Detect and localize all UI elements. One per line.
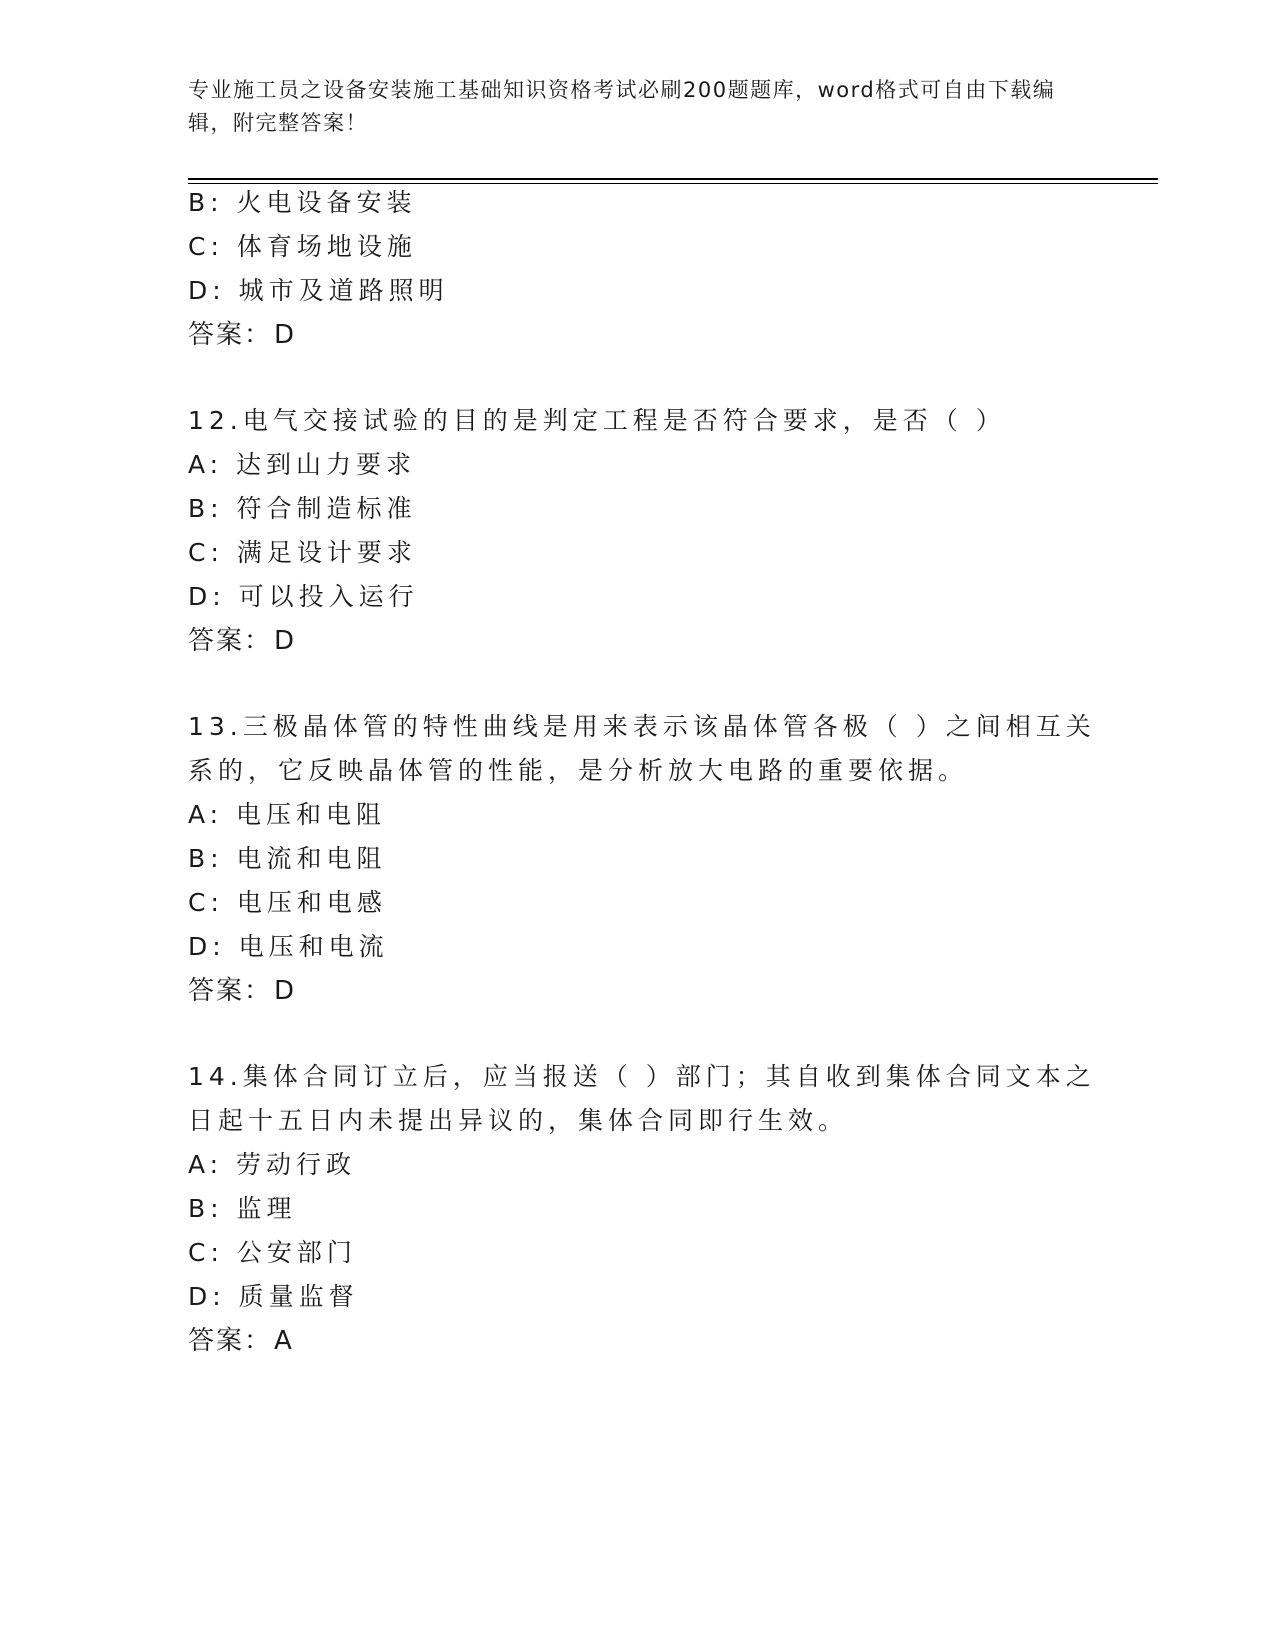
answer-value: A	[274, 1326, 292, 1356]
answer-value: D	[274, 320, 295, 350]
q11-option-d: D: 城市及道路照明	[188, 276, 449, 305]
q13-question-line-2: 系的，它反映晶体管的性能，是分析放大电路的重要依据。	[188, 756, 969, 785]
answer-value: D	[274, 976, 295, 1006]
q13-option-d: D: 电压和电流	[188, 932, 389, 961]
q13-answer	[188, 974, 294, 1008]
q14-option-d: D: 质量监督	[188, 1282, 359, 1311]
q11-option-c: C: 体育场地设施	[188, 232, 417, 261]
q11-option-b: B: 火电设备安装	[188, 188, 417, 217]
q12-question: 12.电气交接试验的目的是判定工程是否符合要求，是否（ ）	[188, 406, 1006, 435]
q14-option-a: A: 劳动行政	[188, 1150, 357, 1179]
q12-option-c: C: 满足设计要求	[188, 538, 417, 567]
q11-answer	[188, 318, 294, 352]
answer-label: 答案：	[188, 626, 273, 656]
answer-value: D	[274, 626, 295, 656]
q14-option-c: C: 公安部门	[188, 1238, 357, 1267]
q12-option-a: A: 达到山力要求	[188, 450, 417, 479]
q13-option-a: A: 电压和电阻	[188, 800, 387, 829]
q13-question-line-1: 13.三极晶体管的特性曲线是用来表示该晶体管各极（ ）之间相互关	[188, 712, 1096, 741]
q14-option-b: B: 监理	[188, 1194, 297, 1223]
q14-answer	[188, 1324, 292, 1358]
answer-label: 答案：	[188, 1326, 273, 1356]
q12-option-b: B: 符合制造标准	[188, 494, 417, 523]
q12-answer	[188, 624, 294, 658]
answer-label: 答案：	[188, 976, 273, 1006]
document-header: 专业施工员之设备安装施工基础知识资格考试必刷200题题库，word格式可自由下载编辑，附完整答案！	[188, 78, 1056, 135]
q12-option-d: D: 可以投入运行	[188, 582, 419, 611]
header-divider-thick	[188, 178, 1158, 180]
q13-option-c: C: 电压和电感	[188, 888, 387, 917]
header-divider-thin	[188, 183, 1158, 184]
q14-question-line-1: 14.集体合同订立后，应当报送（ ）部门；其自收到集体合同文本之	[188, 1062, 1096, 1091]
answer-label: 答案：	[188, 320, 273, 350]
q14-question-line-2: 日起十五日内未提出异议的，集体合同即行生效。	[188, 1106, 849, 1135]
q13-option-b: B: 电流和电阻	[188, 844, 387, 873]
